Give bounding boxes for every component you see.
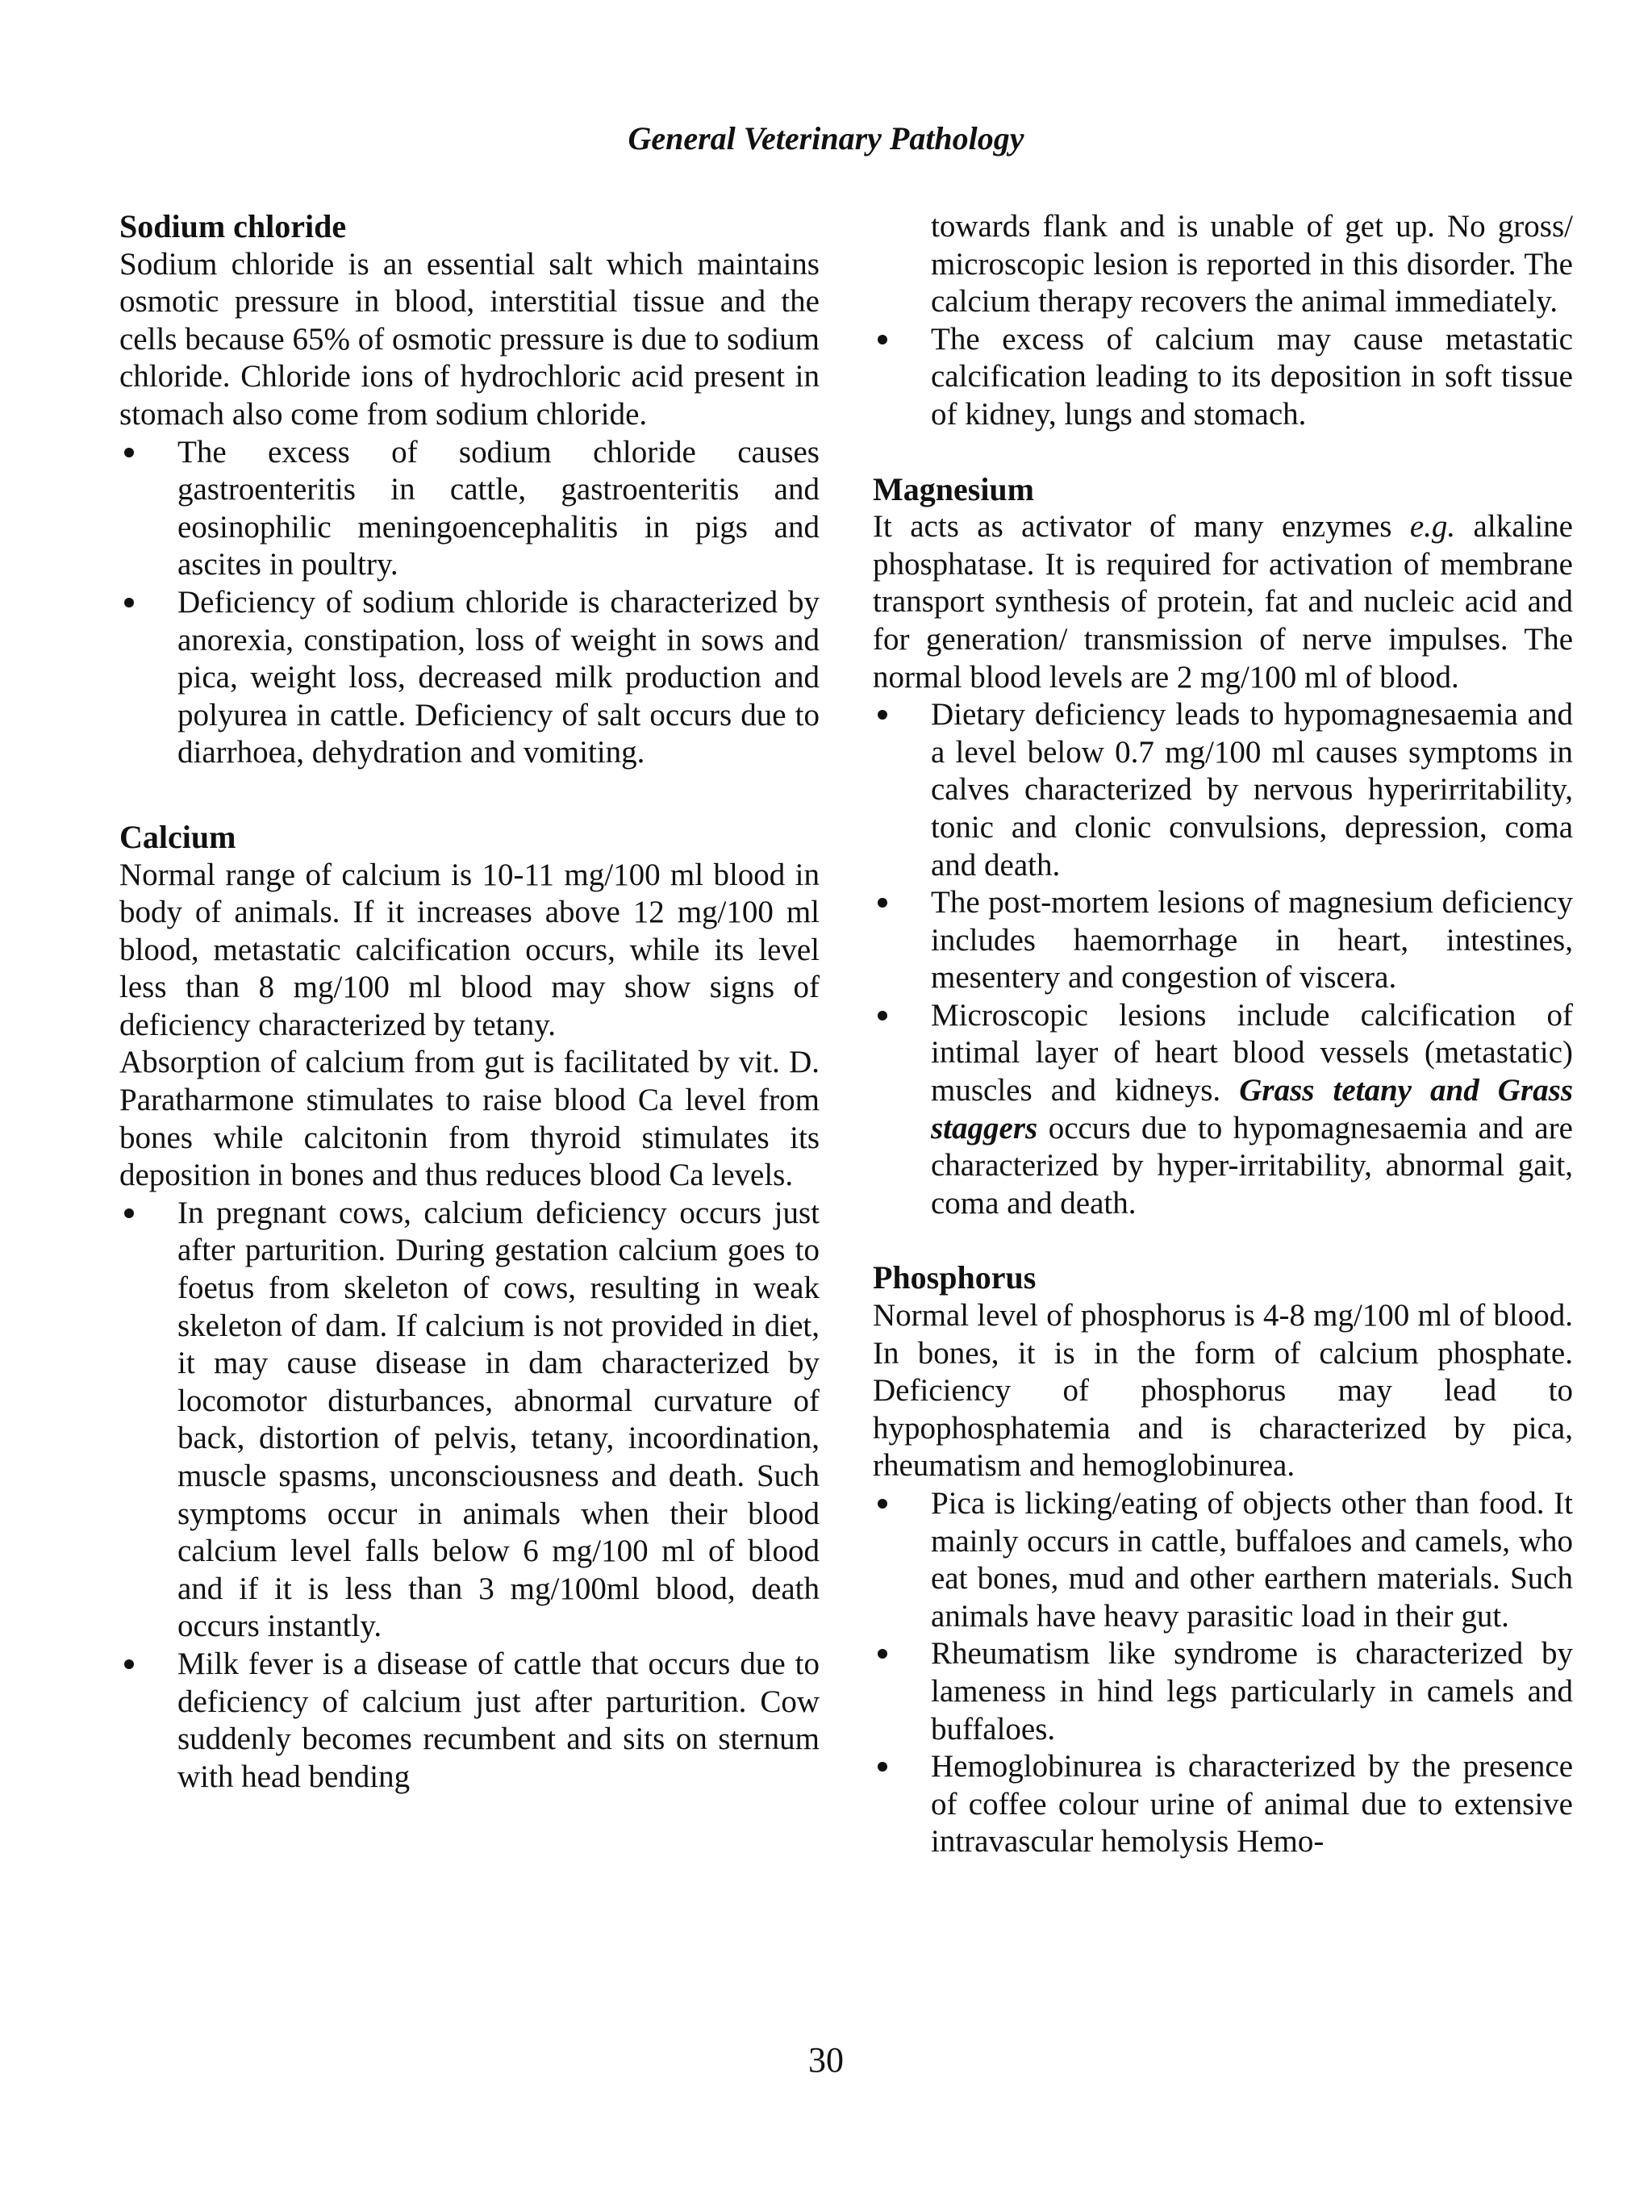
list-item xyxy=(873,997,1573,1223)
list-item xyxy=(873,884,1573,997)
magnesium-paragraph xyxy=(873,508,1573,696)
list-item xyxy=(119,1195,820,1646)
bullet-icon xyxy=(124,448,134,457)
phosphorus-bullet-list xyxy=(873,1485,1573,1861)
bullet-text: Hemoglobinurea is characterized by the presence of coffee colour urine of animal due to extensive intravascular hemolysis Hemo- xyxy=(931,1749,1573,1859)
list-item xyxy=(873,1635,1573,1748)
bullet-text: The post-mortem lesions of magnesium deficiency includes haemorrhage in heart, intestines, mesentery and congestion of viscera. xyxy=(931,885,1573,995)
bullet-text: Rheumatism like syndrome is characterized by lameness in hind legs particularly in camels and buffaloes. xyxy=(931,1636,1573,1747)
heading-phosphorus: Phosphorus xyxy=(873,1259,1037,1296)
list-item xyxy=(119,1646,820,1796)
sodium-bullet-list xyxy=(119,434,820,772)
grass-tetany-term: Grass tetany and Grass staggers xyxy=(931,1073,1573,1146)
page-number: 30 xyxy=(808,2040,844,2080)
bullet-text: Pica is licking/eating of objects other than food. It mainly occurs in cattle, buffaloes and camels, who eat bones, mud and other earthern materials. Such animals have heavy parasitic load in their gut. xyxy=(931,1486,1573,1634)
bullet-text: Milk fever is a disease of cattle that occurs due to deficiency of calcium just after parturition. Cow suddenly becomes recumbent and sits on sternum with head bending xyxy=(177,1646,820,1794)
bullet-text: The excess of sodium chloride causes gastroenteritis in cattle, gastroenteritis and eosinophilic meningoencephalitis in pigs and ascites in poultry. xyxy=(177,434,820,582)
bullet-text: In pregnant cows, calcium deficiency occurs just after parturition. During gestation calcium goes to foetus from skeleton of cows, resulting in weak skeleton of dam. If calcium is not provided in diet, it may cause disease in dam characterized by locomotor disturbances, abnormal curvature of back, distortion of pelvis, tetany, incoordination, muscle spasms, unconsciousness and death. Such symptoms occur in animals when their blood calcium level falls below 6 mg/100 ml of blood and if it is less than 3 mg/100ml blood, death occurs instantly. xyxy=(177,1195,820,1644)
list-item xyxy=(873,321,1573,434)
bullet-icon xyxy=(878,335,887,344)
calcium-continued-bullet-list xyxy=(873,321,1573,434)
section-spacer xyxy=(119,772,820,819)
list-item xyxy=(873,696,1573,884)
calcium-continuation: towards flank and is unable of get up. No gross/ microscopic lesion is reported in this disorder. The calcium therapy recovers the animal immediately. xyxy=(931,209,1573,319)
bullet-icon xyxy=(878,710,887,720)
sodium-paragraph: Sodium chloride is an essential salt which maintains osmotic pressure in blood, interstitial tissue and the cells because 65% of osmotic pressure is due to sodium chloride. Chloride ions of hydrochloric acid present in stomach also come from sodium chloride. xyxy=(119,246,820,432)
heading-calcium: Calcium xyxy=(119,818,236,855)
list-item xyxy=(119,434,820,584)
bullet-icon xyxy=(878,1649,887,1659)
calcium-paragraph-1: Normal range of calcium is 10-11 mg/100 ml blood in body of animals. If it increases above 12 mg/100 ml blood, metastatic calcification occurs, while its level less than 8 mg/100 ml blood may show signs of deficiency characterized by tetany. xyxy=(119,857,820,1042)
bullet-icon xyxy=(878,1762,887,1772)
bullet-text: The excess of calcium may cause metastatic calcification leading to its deposition in soft tissue of kidney, lungs and stomach. xyxy=(931,321,1573,432)
bullet-text: Deficiency of sodium chloride is characterized by anorexia, constipation, loss of weight in sows and pica, weight loss, decreased milk production and polyurea in cattle. Deficiency of salt occurs due to diarrhoea, dehydration and vomiting. xyxy=(177,584,820,770)
list-item xyxy=(873,1485,1573,1635)
calcium-paragraph-2: Absorption of calcium from gut is facilitated by vit. D. Paratharmone stimulates to raise blood Ca level from bones while calcitonin from thyroid stimulates its deposition in bones and thus reduces blood Ca levels. xyxy=(119,1045,820,1193)
calcium-bullet-list xyxy=(119,1195,820,1797)
phosphorus-paragraph: Normal level of phosphorus is 4-8 mg/100 ml of blood. In bones, it is in the form of calcium phosphate. Deficiency of phosphorus may lead to hypophosphatemia and is characterized by pica, rheumatism and hemoglobinurea. xyxy=(873,1298,1573,1484)
heading-sodium-chloride: Sodium chloride xyxy=(119,208,347,244)
magnesium-text-b: alkaline phosphatase. It is required for activation of membrane transport synthesis of protein, fat and nucleic acid and for generation/ transmission of nerve impulses. The normal blood levels are 2 mg/100 ml of blood. xyxy=(873,509,1573,695)
bullet-icon xyxy=(124,1208,134,1218)
bullet-icon xyxy=(878,1011,887,1020)
list-item xyxy=(119,584,820,772)
section-spacer xyxy=(873,1222,1573,1259)
list-item xyxy=(873,1748,1573,1861)
bullet-text: Dietary deficiency leads to hypomagnesaemia and a level below 0.7 mg/100 ml causes symptoms in calves characterized by nervous hyperirritability, tonic and clonic convulsions, depression, coma and death. xyxy=(931,697,1573,883)
bullet-text-a: Microscopic lesions include calcification of intimal layer of heart blood vessels (metastatic) muscles and kidneys. xyxy=(931,997,1573,1108)
heading-magnesium: Magnesium xyxy=(873,470,1034,507)
bullet-icon xyxy=(878,898,887,908)
bullet-icon xyxy=(124,1659,134,1669)
magnesium-bullet-list xyxy=(873,696,1573,1222)
running-header: General Veterinary Pathology xyxy=(628,120,1024,157)
bullet-icon xyxy=(878,1499,887,1509)
right-column xyxy=(873,208,1573,1861)
magnesium-text-a: It acts as activator of many enzymes xyxy=(873,509,1410,545)
left-column xyxy=(119,208,820,1796)
magnesium-eg: e.g. xyxy=(1409,509,1456,545)
section-spacer xyxy=(873,434,1573,471)
bullet-icon xyxy=(124,598,134,607)
bullet-text-b: occurs due to hypomagnesaemia and are characterized by hyper-irritability, abnormal gait, coma and death. xyxy=(931,1110,1573,1221)
